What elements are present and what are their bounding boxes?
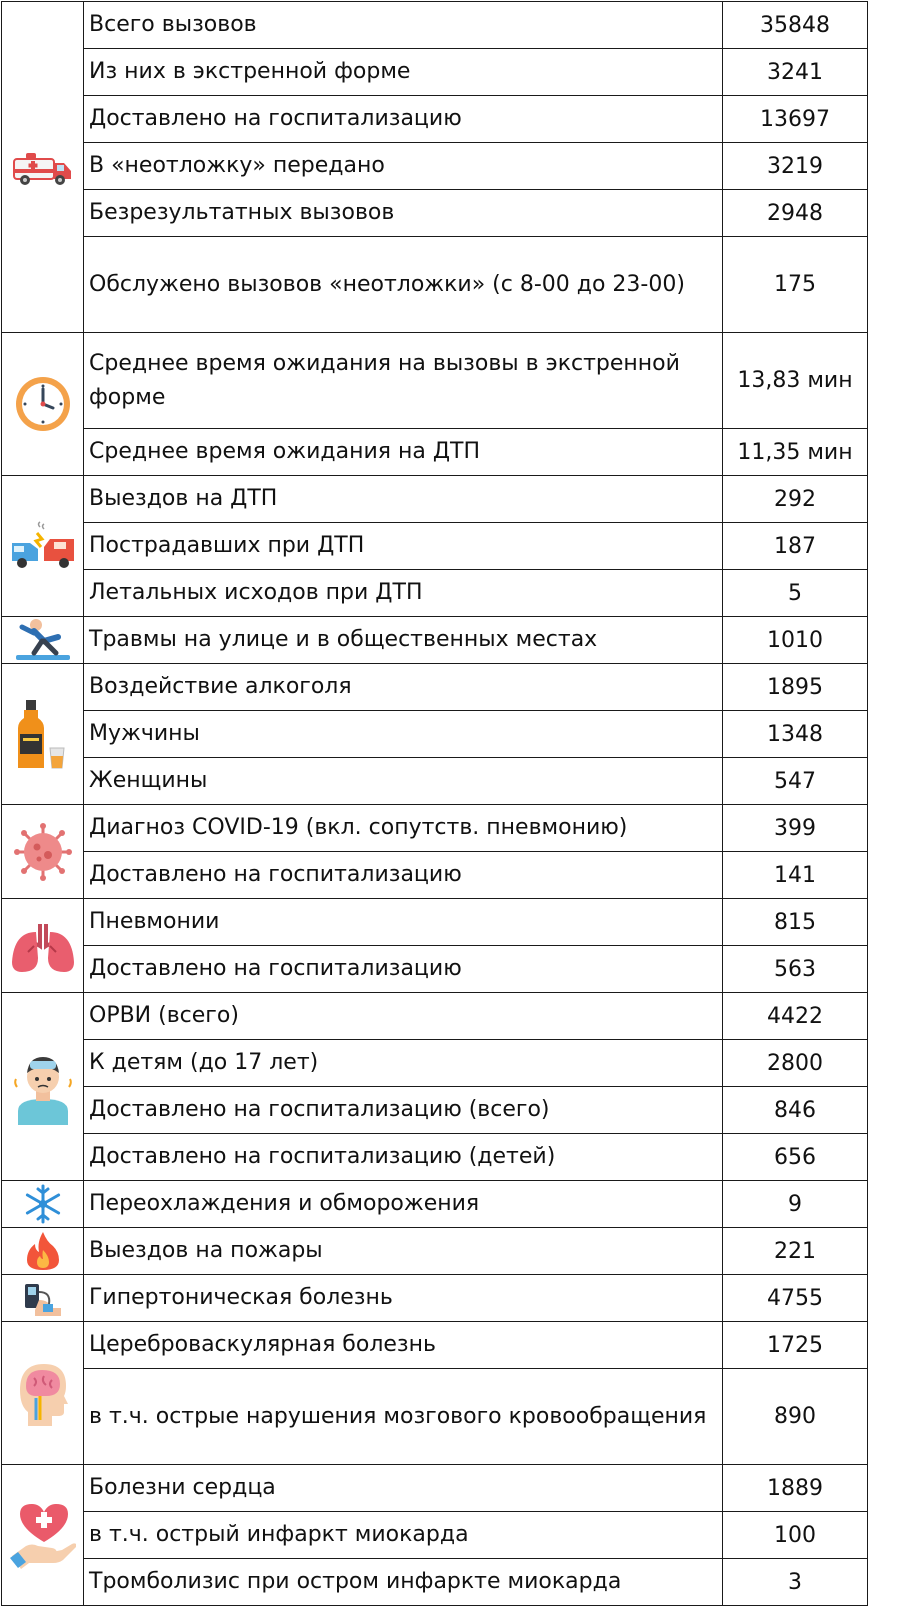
- table-row: [2, 1087, 868, 1134]
- row-value: 3: [723, 1559, 868, 1606]
- table-row: [2, 617, 868, 664]
- lungs-icon: [2, 916, 83, 976]
- sick-child-icon: [2, 1049, 83, 1125]
- row-value: 1889: [723, 1465, 868, 1512]
- row-value: 175: [723, 237, 868, 333]
- row-label: Доставлено на госпитализацию: [84, 946, 723, 993]
- row-label: Тромболизис при остром инфаркте миокарда: [84, 1559, 723, 1606]
- table-row: [2, 333, 868, 429]
- row-value: 563: [723, 946, 868, 993]
- table-row: [2, 190, 868, 237]
- table-row: [2, 429, 868, 476]
- icon-cell: [2, 805, 84, 899]
- row-label: Болезни сердца: [84, 1465, 723, 1512]
- row-label: Летальных исходов при ДТП: [84, 570, 723, 617]
- virus-icon: [2, 822, 83, 882]
- row-value: 1010: [723, 617, 868, 664]
- row-value: 35848: [723, 2, 868, 49]
- table-row: [2, 711, 868, 758]
- row-label: Гипертоническая болезнь: [84, 1275, 723, 1322]
- row-value: 547: [723, 758, 868, 805]
- row-label: Доставлено на госпитализацию (детей): [84, 1134, 723, 1181]
- icon-cell: [2, 1181, 84, 1228]
- icon-cell: [2, 617, 84, 664]
- car-crash-icon: [2, 521, 83, 571]
- row-label: Травмы на улице и в общественных местах: [84, 617, 723, 664]
- row-label: ОРВИ (всего): [84, 993, 723, 1040]
- row-label: Среднее время ожидания на вызовы в экстренной форме: [84, 333, 723, 429]
- table-row: [2, 570, 868, 617]
- row-value: 5: [723, 570, 868, 617]
- row-label: Воздействие алкоголя: [84, 664, 723, 711]
- row-value: 13697: [723, 96, 868, 143]
- statistics-table-body: [2, 2, 868, 1606]
- row-value: 3241: [723, 49, 868, 96]
- row-label: Выездов на ДТП: [84, 476, 723, 523]
- table-row: [2, 1512, 868, 1559]
- row-value: 2800: [723, 1040, 868, 1087]
- row-label: Пострадавших при ДТП: [84, 523, 723, 570]
- row-value: 4755: [723, 1275, 868, 1322]
- row-value: 1348: [723, 711, 868, 758]
- row-value: 656: [723, 1134, 868, 1181]
- row-value: 2948: [723, 190, 868, 237]
- row-label: в т.ч. острый инфаркт миокарда: [84, 1512, 723, 1559]
- row-label: В «неотложку» передано: [84, 143, 723, 190]
- table-row: [2, 1040, 868, 1087]
- row-value: 4422: [723, 993, 868, 1040]
- snowflake-icon: [2, 1184, 83, 1224]
- row-value: 1725: [723, 1322, 868, 1369]
- table-row: [2, 805, 868, 852]
- row-value: 187: [723, 523, 868, 570]
- row-label: Обслужено вызовов «неотложки» (с 8-00 до 23-00): [84, 237, 723, 333]
- row-label: Среднее время ожидания на ДТП: [84, 429, 723, 476]
- row-value: 221: [723, 1228, 868, 1275]
- row-value: 100: [723, 1512, 868, 1559]
- icon-cell: [2, 664, 84, 805]
- heart-hand-icon: [2, 1500, 83, 1570]
- table-row: [2, 143, 868, 190]
- row-value: 3219: [723, 143, 868, 190]
- row-label: Переохлаждения и обморожения: [84, 1181, 723, 1228]
- table-row: [2, 1275, 868, 1322]
- table-row: [2, 1369, 868, 1465]
- row-label: в т.ч. острые нарушения мозгового кровообращения: [84, 1369, 723, 1465]
- table-row: [2, 1559, 868, 1606]
- row-value: 13,83 мин: [723, 333, 868, 429]
- row-value: 141: [723, 852, 868, 899]
- table-row: [2, 1134, 868, 1181]
- row-label: Женщины: [84, 758, 723, 805]
- statistics-table: [1, 1, 868, 1606]
- icon-cell: [2, 1322, 84, 1465]
- icon-cell: [2, 2, 84, 333]
- table-row: [2, 664, 868, 711]
- clock-icon: [2, 375, 83, 433]
- icon-cell: [2, 476, 84, 617]
- row-label: Мужчины: [84, 711, 723, 758]
- row-label: Из них в экстренной форме: [84, 49, 723, 96]
- row-label: Выездов на пожары: [84, 1228, 723, 1275]
- icon-cell: [2, 333, 84, 476]
- slip-fall-icon: [2, 617, 83, 663]
- row-label: Доставлено на госпитализацию: [84, 96, 723, 143]
- row-value: 846: [723, 1087, 868, 1134]
- table-row: [2, 96, 868, 143]
- table-row: [2, 476, 868, 523]
- row-label: Всего вызовов: [84, 2, 723, 49]
- table-row: [2, 237, 868, 333]
- row-value: 11,35 мин: [723, 429, 868, 476]
- icon-cell: [2, 1275, 84, 1322]
- row-value: 9: [723, 1181, 868, 1228]
- table-row: [2, 1322, 868, 1369]
- alcohol-bottle-icon: [2, 698, 83, 770]
- icon-cell: [2, 993, 84, 1181]
- icon-cell: [2, 1228, 84, 1275]
- blood-pressure-icon: [2, 1278, 83, 1318]
- row-value: 815: [723, 899, 868, 946]
- table-row: [2, 1465, 868, 1512]
- table-row: [2, 852, 868, 899]
- row-value: 890: [723, 1369, 868, 1465]
- table-row: [2, 1181, 868, 1228]
- table-row: [2, 1228, 868, 1275]
- table-row: [2, 523, 868, 570]
- table-row: [2, 2, 868, 49]
- row-value: 1895: [723, 664, 868, 711]
- row-label: Доставлено на госпитализацию: [84, 852, 723, 899]
- brain-head-icon: [2, 1360, 83, 1426]
- row-label: Пневмонии: [84, 899, 723, 946]
- row-value: 399: [723, 805, 868, 852]
- row-label: Диагноз COVID-19 (вкл. сопутств. пневмонию): [84, 805, 723, 852]
- ambulance-icon: [2, 147, 83, 187]
- row-label: К детям (до 17 лет): [84, 1040, 723, 1087]
- table-row: [2, 946, 868, 993]
- icon-cell: [2, 1465, 84, 1606]
- row-label: Цереброваскулярная болезнь: [84, 1322, 723, 1369]
- table-row: [2, 993, 868, 1040]
- fire-icon: [2, 1230, 83, 1272]
- table-row: [2, 49, 868, 96]
- icon-cell: [2, 899, 84, 993]
- table-row: [2, 758, 868, 805]
- table-row: [2, 899, 868, 946]
- row-value: 292: [723, 476, 868, 523]
- row-label: Безрезультатных вызовов: [84, 190, 723, 237]
- row-label: Доставлено на госпитализацию (всего): [84, 1087, 723, 1134]
